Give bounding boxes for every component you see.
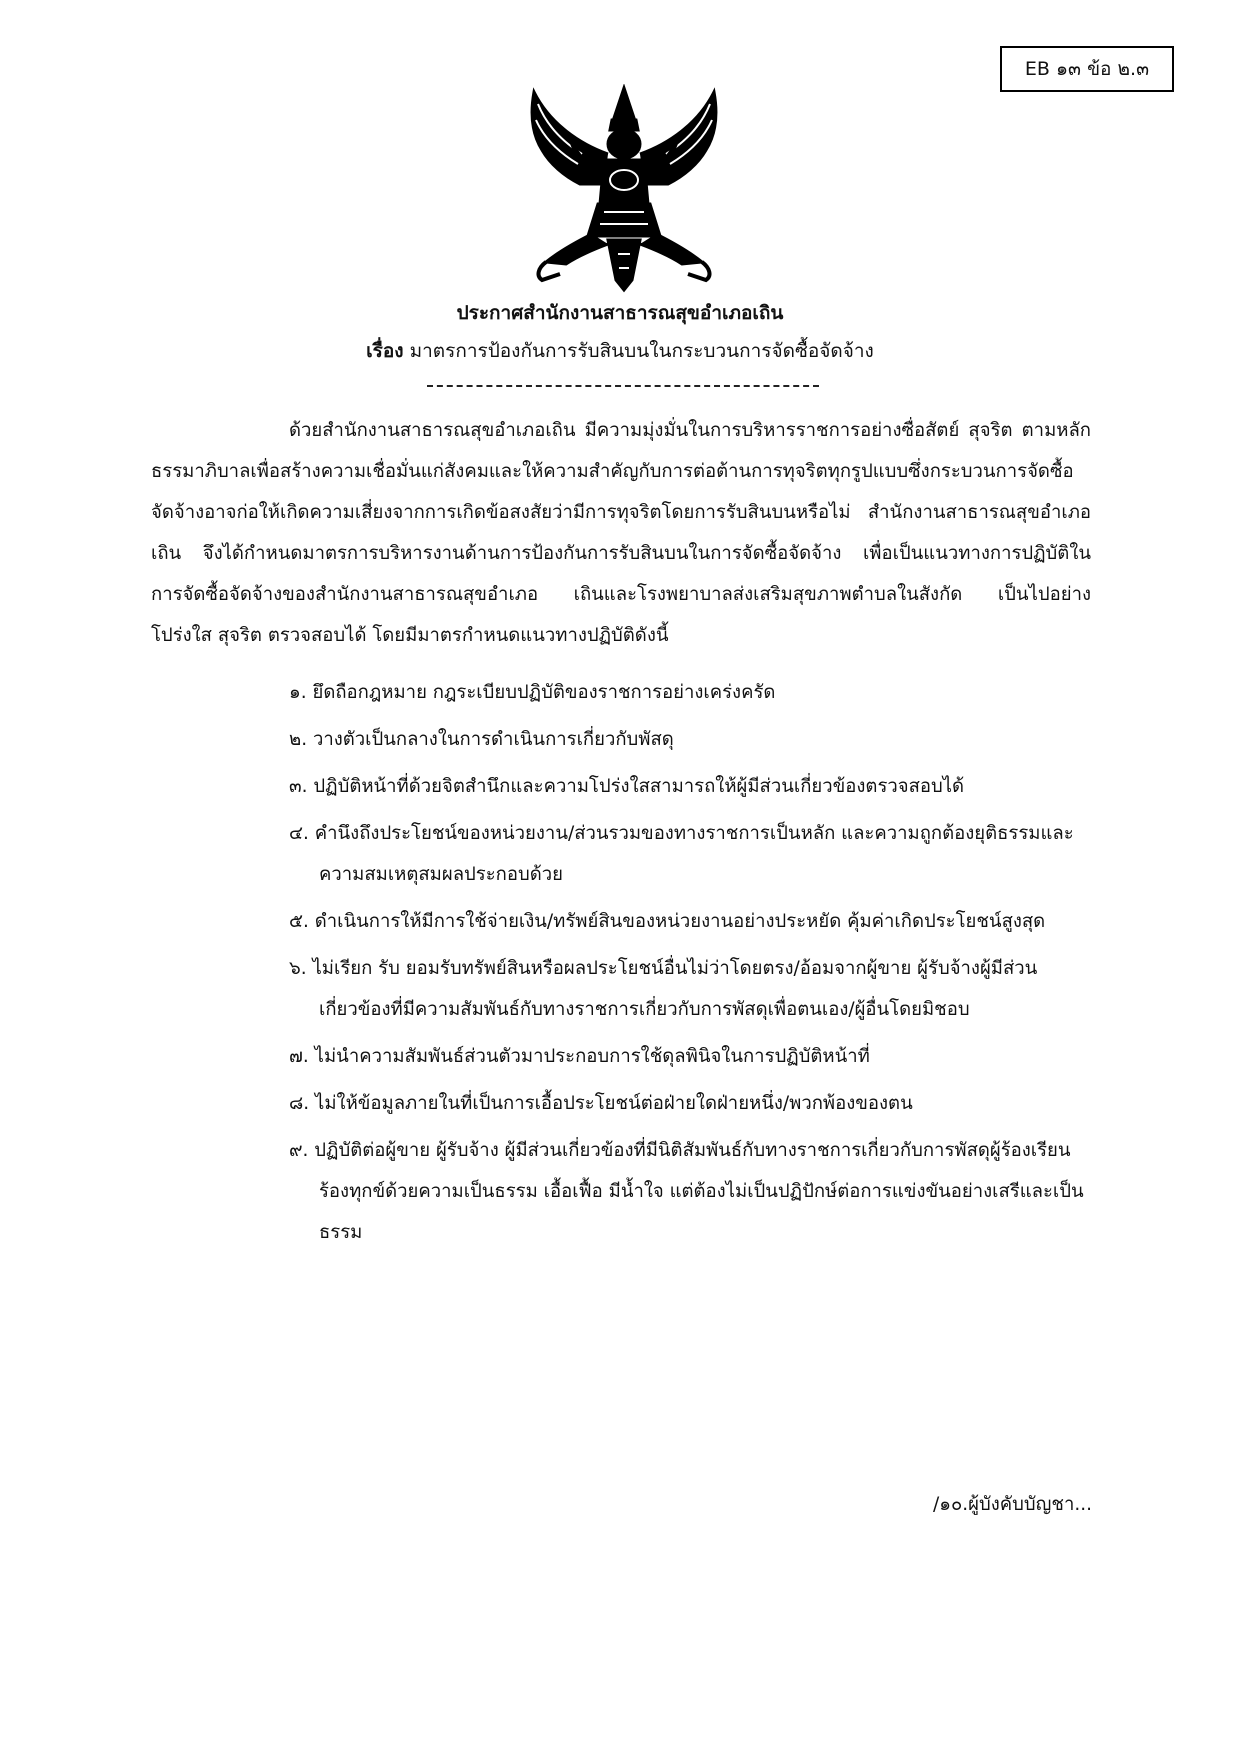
continuation-marker: /๑๐.ผู้บังคับบัญชา... (933, 1494, 1092, 1515)
list-item: ๙. ปฏิบัติต่อผู้ขาย ผู้รับจ้าง ผู้มีส่วนเกี่ยวข้องที่มีนิติสัมพันธ์กับทางราชการเกี่ยวกับการพัสดุผู้ร้องเรียนร้องทุกข์ด้วยความเป็นธรรม เอื้อเฟื้อ มีน้ำใจ แต่ต้องไม่เป็นปฏิปักษ์ต่อการแข่งขันอย่างเสรีและเป็นธรรม (289, 1140, 1084, 1243)
garuda-emblem-icon (520, 84, 728, 294)
list-item: ๑. ยึดถือกฎหมาย กฎระเบียบปฏิบัติของราชการอย่างเคร่งครัด (289, 682, 776, 703)
measures-list (289, 672, 1099, 1259)
list-item: ๕. ดำเนินการให้มีการใช้จ่ายเงิน/ทรัพย์สินของหน่วยงานอย่างประหยัด คุ้มค่าเกิดประโยชน์สูงสุด (289, 911, 1046, 932)
intro-paragraph: ด้วยสำนักงานสาธารณสุขอำเภอเถิน มีความมุ่งมั่นในการบริหารราชการอย่างซื่อสัตย์ สุจริต ตามหลักธรรมาภิบาลเพื่อสร้างความเชื่อมั่นแก่สังคมและให้ความสำคัญกับการต่อต้านการทุจริตทุกรูปแบบซึ่งกระบวนการจัดซื้อจัดจ้างอาจก่อให้เกิดความเสี่ยงจากการเกิดข้อสงสัยว่ามีการทุจริตโดยการรับสินบนหรือไม่ สำนักงานสาธารณสุขอำเภอเถิน จึงได้กำหนดมาตรการบริหารงานด้านการป้องกันการรับสินบนในการจัดซื้อจัดจ้าง เพื่อเป็นแนวทางการปฏิบัติในการจัดซื้อจัดจ้างของสำนักงานสาธารณสุขอำเภอ เถินและโรงพยาบาลส่งเสริมสุขภาพตำบลในสังกัด เป็นไปอย่างโปร่งใส สุจริต ตรวจสอบได้ โดยมีมาตรกำหนดแนวทางปฏิบัติดังนี้ (151, 420, 1091, 646)
subject-text: มาตรการป้องกันการรับสินบนในกระบวนการจัดซื้อจัดจ้าง (403, 340, 874, 362)
list-item: ๔. คำนึงถึงประโยชน์ของหน่วยงาน/ส่วนรวมของทางราชการเป็นหลัก และความถูกต้องยุติธรรมและความสมเหตุสมผลประกอบด้วย (289, 823, 1074, 885)
reference-code-box: EB ๑๓ ข้อ ๒.๓ (1000, 46, 1174, 92)
announcement-title: ประกาศสำนักงานสาธารณสุขอำเภอเถิน (456, 302, 784, 324)
list-item: ๘. ไม่ให้ข้อมูลภายในที่เป็นการเอื้อประโยชน์ต่อฝ่ายใดฝ่ายหนึ่ง/พวกพ้องของตน (289, 1093, 913, 1114)
list-item: ๗. ไม่นำความสัมพันธ์ส่วนตัวมาประกอบการใช้ดุลพินิจในการปฏิบัติหน้าที่ (289, 1046, 870, 1067)
list-item: ๖. ไม่เรียก รับ ยอมรับทรัพย์สินหรือผลประโยชน์อื่นไม่ว่าโดยตรง/อ้อมจากผู้ขาย ผู้รับจ้างผู้มีส่วนเกี่ยวข้องที่มีความสัมพันธ์กับทางราชการเกี่ยวกับการพัสดุเพื่อตนเอง/ผู้อื่นโดยมิชอบ (289, 958, 1038, 1020)
announcement-subject (0, 336, 1240, 366)
subject-label: เรื่อง (366, 340, 404, 362)
list-item: ๒. วางตัวเป็นกลางในการดำเนินการเกี่ยวกับพัสดุ (289, 729, 674, 750)
dashed-divider (427, 385, 819, 387)
list-item: ๓. ปฏิบัติหน้าที่ด้วยจิตสำนึกและความโปร่งใสสามารถให้ผู้มีส่วนเกี่ยวข้องตรวจสอบได้ (289, 776, 965, 797)
